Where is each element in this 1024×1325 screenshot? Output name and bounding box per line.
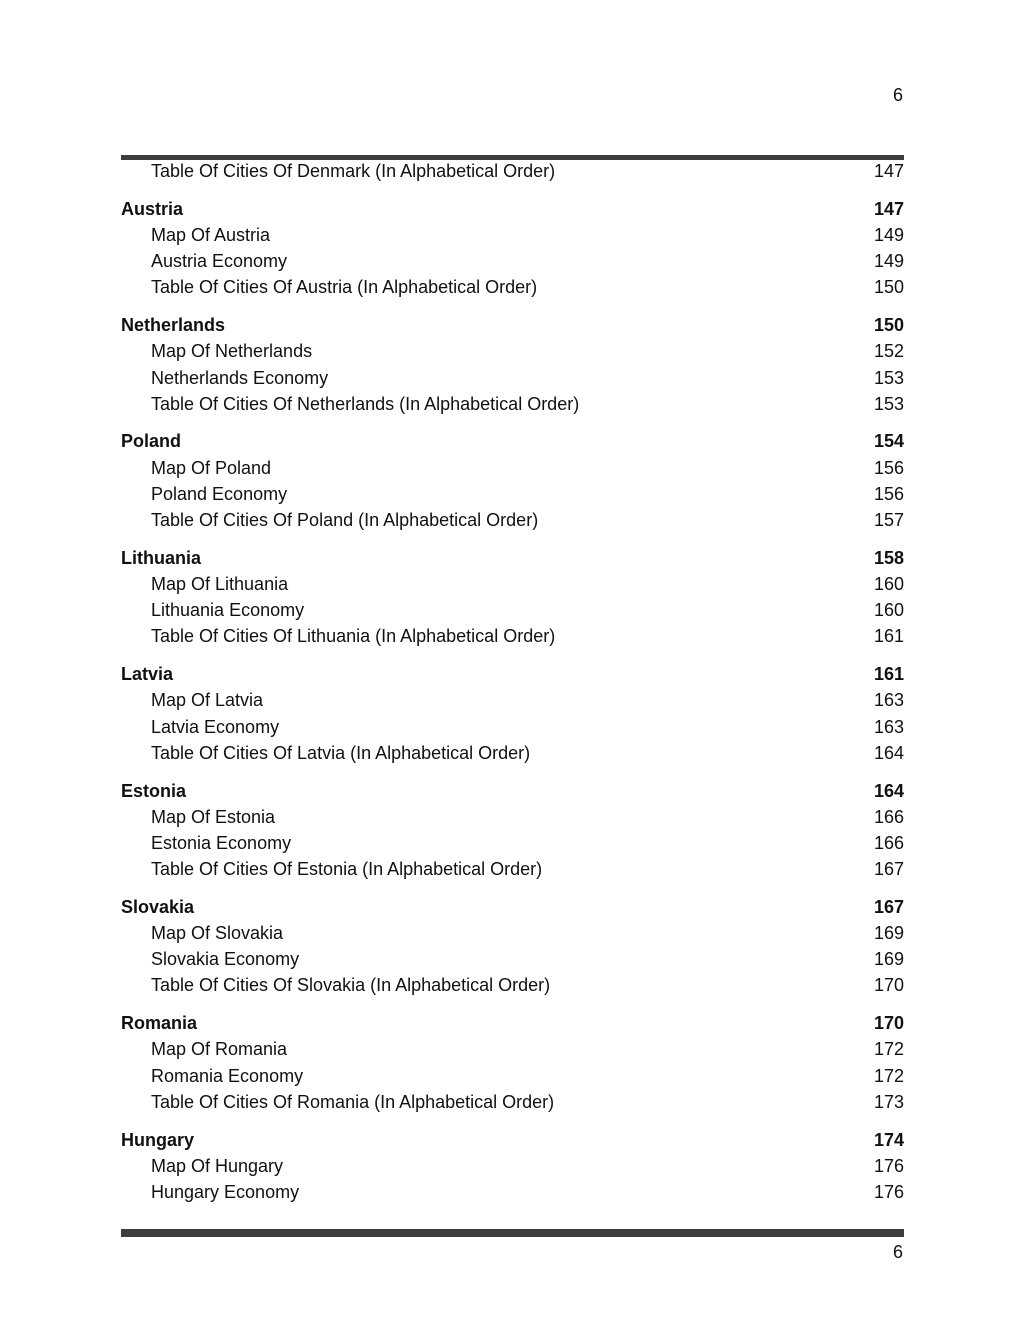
toc-entry-page-number: 149 xyxy=(873,251,904,272)
table-of-contents xyxy=(121,158,904,1205)
toc-entry-label: Netherlands Economy xyxy=(151,367,329,388)
toc-entry-label: Latvia Economy xyxy=(151,716,280,737)
toc-entry-label: Map Of Netherlands xyxy=(151,341,313,362)
toc-entry[interactable] xyxy=(121,830,904,856)
toc-entry-page-number: 160 xyxy=(873,600,904,621)
toc-entry-label: Map Of Lithuania xyxy=(151,574,289,594)
toc-entry[interactable] xyxy=(121,507,904,533)
toc-entry-label: Map Of Estonia xyxy=(151,806,276,827)
toc-entry[interactable] xyxy=(121,338,904,364)
toc-entry-label: Table Of Cities Of Poland (In Alphabetical Order) xyxy=(151,510,539,531)
toc-entry[interactable] xyxy=(121,248,904,274)
toc-section-heading[interactable] xyxy=(121,196,904,222)
toc-entry-page-number: 169 xyxy=(873,923,904,944)
toc-entry-page-number: 176 xyxy=(873,1181,904,1202)
toc-entry-page-number: 164 xyxy=(873,780,904,801)
toc-entry-page-number: 170 xyxy=(873,1013,904,1034)
toc-entry-label: Table Of Cities Of Latvia (In Alphabetical Order) xyxy=(151,742,531,763)
toc-entry[interactable] xyxy=(121,365,904,391)
toc-entry-label: Estonia xyxy=(121,780,187,801)
header-page-number: 6 xyxy=(892,85,903,105)
toc-entry-label: Austria Economy xyxy=(151,251,288,272)
toc-entry-page-number: 150 xyxy=(873,277,904,298)
toc-entry-page-number: 172 xyxy=(873,1039,904,1060)
toc-entry-label: Map Of Slovakia xyxy=(151,923,284,944)
toc-entry-label: Table Of Cities Of Lithuania (In Alphabetical Order) xyxy=(151,626,556,647)
toc-entry-label: Map Of Austria xyxy=(151,224,271,245)
toc-entry-label: Hungary Economy xyxy=(151,1181,300,1202)
toc-entry-page-number: 156 xyxy=(873,457,904,478)
toc-entry-label: Map Of Hungary xyxy=(151,1155,284,1176)
toc-entry-page-number: 176 xyxy=(873,1155,904,1176)
toc-entry-label: Table Of Cities Of Romania (In Alphabetical Order) xyxy=(151,1091,555,1112)
toc-entry[interactable] xyxy=(121,1036,904,1062)
toc-entry-page-number: 173 xyxy=(873,1091,904,1112)
toc-entry[interactable] xyxy=(121,804,904,830)
footer-page-number: 6 xyxy=(892,1242,903,1262)
toc-entry-page-number: 167 xyxy=(873,896,904,917)
toc-entry[interactable] xyxy=(121,1089,904,1115)
toc-entry[interactable] xyxy=(121,481,904,507)
toc-entry-page-number: 158 xyxy=(873,547,904,568)
toc-entry-page-number: 164 xyxy=(873,742,904,763)
toc-entry-label: Slovakia xyxy=(121,896,195,917)
toc-entry-label: Table Of Cities Of Estonia (In Alphabetical Order) xyxy=(151,859,543,880)
toc-entry-page-number: 149 xyxy=(873,224,904,245)
toc-entry[interactable] xyxy=(121,391,904,417)
toc-entry-label: Map Of Poland xyxy=(151,457,272,478)
toc-section-heading[interactable] xyxy=(121,312,904,338)
toc-entry-label: Romania xyxy=(121,1013,198,1034)
toc-entry[interactable] xyxy=(121,1179,904,1205)
toc-entry-page-number: 163 xyxy=(873,716,904,737)
toc-entry[interactable] xyxy=(121,1063,904,1089)
toc-entry-label: Table Of Cities Of Netherlands (In Alphabetical Order) xyxy=(151,393,580,414)
toc-entry-label: Hungary xyxy=(121,1129,195,1150)
toc-entry[interactable] xyxy=(121,856,904,882)
toc-section-heading[interactable] xyxy=(121,894,904,920)
toc-entry-page-number: 169 xyxy=(873,949,904,970)
toc-entry-page-number: 161 xyxy=(873,664,904,685)
toc-entry-label: Map Of Latvia xyxy=(151,690,264,711)
toc-entry-page-number: 161 xyxy=(873,626,904,647)
toc-entry[interactable] xyxy=(121,222,904,248)
toc-entry-label: Table Of Cities Of Austria (In Alphabetical Order) xyxy=(151,277,538,298)
toc-entry-page-number: 163 xyxy=(873,690,904,711)
toc-entry-label: Lithuania Economy xyxy=(151,600,305,621)
toc-entry-label: Slovakia Economy xyxy=(151,949,300,970)
toc-entry[interactable] xyxy=(121,623,904,649)
toc-entry[interactable] xyxy=(121,946,904,972)
toc-entry-page-number: 152 xyxy=(873,341,904,362)
toc-entry[interactable] xyxy=(121,571,904,597)
toc-entry-page-number: 167 xyxy=(873,859,904,880)
toc-section-heading[interactable] xyxy=(121,545,904,571)
toc-entry-page-number: 150 xyxy=(873,315,904,336)
toc-entry-page-number: 147 xyxy=(873,161,904,181)
toc-entry[interactable] xyxy=(121,158,904,184)
toc-entry[interactable] xyxy=(121,687,904,713)
toc-section-heading[interactable] xyxy=(121,428,904,454)
toc-entry-page-number: 147 xyxy=(873,198,904,219)
toc-entry-page-number: 160 xyxy=(873,574,904,594)
toc-entry-page-number: 153 xyxy=(873,367,904,388)
toc-entry-page-number: 166 xyxy=(873,832,904,853)
toc-entry-label: Map Of Romania xyxy=(151,1039,288,1060)
toc-entry-label: Austria xyxy=(121,198,184,219)
toc-entry-label: Netherlands xyxy=(121,315,226,336)
toc-entry-label: Poland xyxy=(121,431,182,452)
toc-entry[interactable] xyxy=(121,455,904,481)
toc-section-heading[interactable] xyxy=(121,661,904,687)
toc-entry-label: Table Of Cities Of Slovakia (In Alphabetical Order) xyxy=(151,975,551,996)
toc-entry[interactable] xyxy=(121,597,904,623)
toc-entry-page-number: 157 xyxy=(873,510,904,531)
bottom-rule xyxy=(121,1229,904,1237)
toc-entry-page-number: 156 xyxy=(873,483,904,504)
toc-entry-page-number: 153 xyxy=(873,393,904,414)
toc-entry[interactable] xyxy=(121,1153,904,1179)
toc-entry-page-number: 174 xyxy=(873,1129,904,1150)
toc-entry-label: Lithuania xyxy=(121,547,201,568)
toc-entry-page-number: 154 xyxy=(873,431,904,452)
toc-entry-page-number: 166 xyxy=(873,806,904,827)
toc-entry[interactable] xyxy=(121,972,904,998)
toc-entry-label: Table Of Cities Of Denmark (In Alphabetical Order) xyxy=(151,161,556,181)
toc-entry-label: Estonia Economy xyxy=(151,832,292,853)
toc-entry-label: Poland Economy xyxy=(151,483,288,504)
toc-section-heading[interactable] xyxy=(121,778,904,804)
toc-entry[interactable] xyxy=(121,274,904,300)
toc-entry-label: Romania Economy xyxy=(151,1065,304,1086)
toc-entry-page-number: 170 xyxy=(873,975,904,996)
toc-section-heading[interactable] xyxy=(121,1127,904,1153)
toc-entry[interactable] xyxy=(121,714,904,740)
toc-entry-page-number: 172 xyxy=(873,1065,904,1086)
toc-section-heading[interactable] xyxy=(121,1010,904,1036)
toc-entry-label: Latvia xyxy=(121,664,174,685)
toc-entry[interactable] xyxy=(121,740,904,766)
toc-entry[interactable] xyxy=(121,920,904,946)
